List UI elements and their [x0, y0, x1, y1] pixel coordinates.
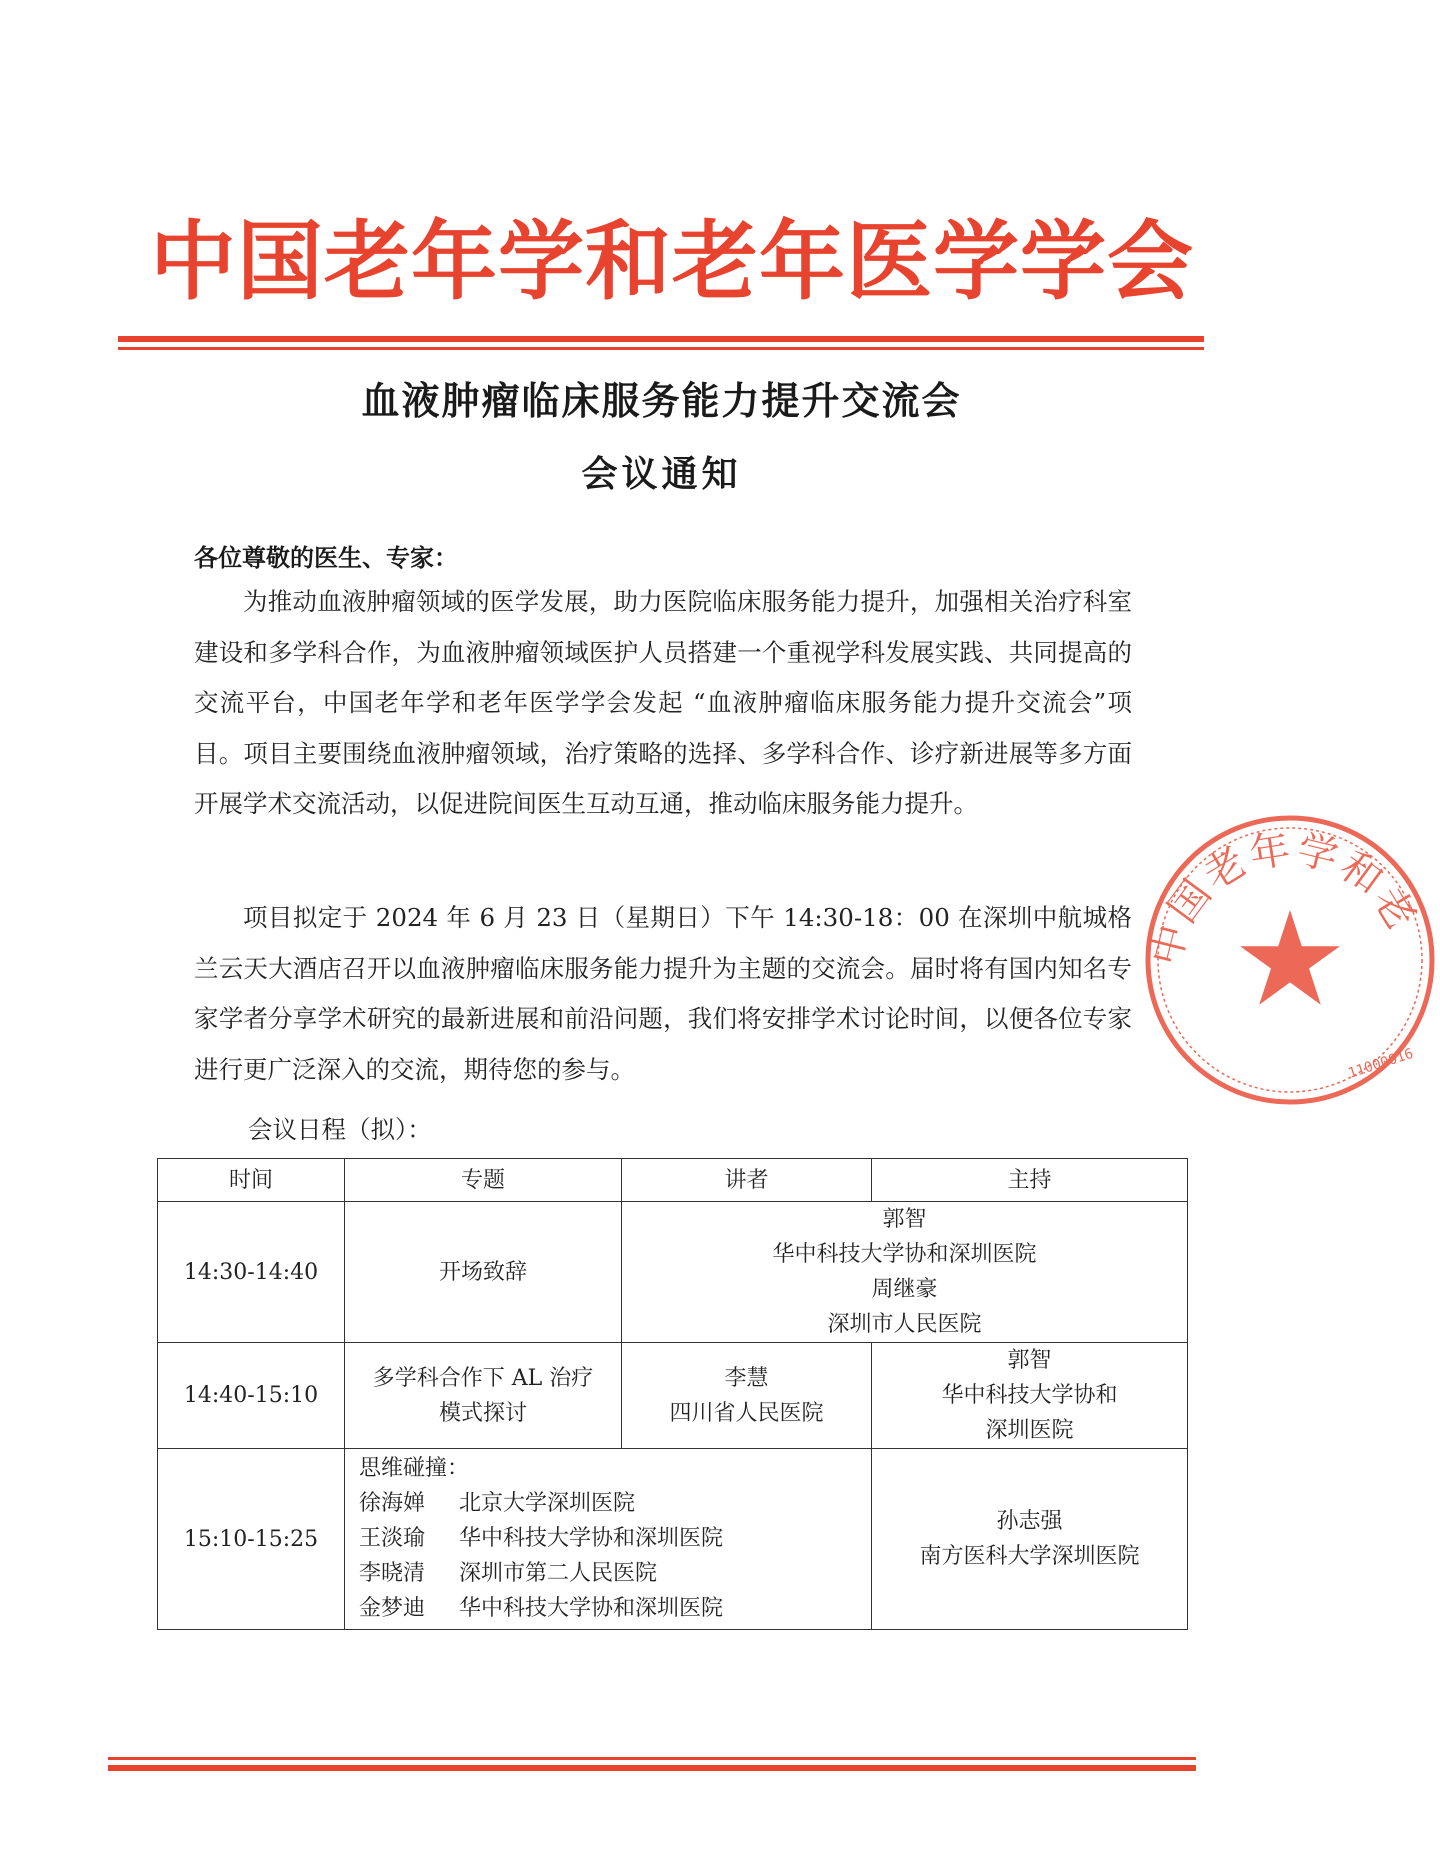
speaker-host-cell — [622, 1202, 1188, 1343]
panelist-name: 徐海婵 — [359, 1491, 426, 1516]
topic-line: 多学科合作下 AL 治疗 — [372, 1365, 594, 1391]
panelist-name: 王淡瑜 — [359, 1526, 426, 1551]
host-name: 郭智 — [882, 1207, 927, 1232]
host-hospital: 深圳市人民医院 — [827, 1312, 982, 1337]
host-hospital: 华中科技大学协和 — [941, 1383, 1118, 1408]
panelist-hospital: 北京大学深圳医院 — [459, 1491, 636, 1516]
notice-title: 血液肿瘤临床服务能力提升交流会 — [361, 379, 962, 423]
table-row — [158, 1449, 1188, 1630]
host-cell — [872, 1343, 1188, 1449]
host-hospital: 南方医科大学深圳医院 — [919, 1544, 1140, 1569]
host-cell — [872, 1449, 1188, 1630]
panelist-row — [359, 1521, 857, 1556]
time-cell: 14:40-15:10 — [158, 1343, 345, 1449]
seal-serial: 11000016 — [1346, 1045, 1416, 1082]
header-time: 时间 — [158, 1159, 345, 1202]
header-rule-thin — [118, 347, 1204, 350]
time-cell: 14:30-14:40 — [158, 1202, 345, 1343]
official-seal — [1140, 810, 1440, 1110]
topic-cell — [345, 1343, 622, 1449]
speaker-hospital: 四川省人民医院 — [669, 1400, 824, 1426]
host-hospital: 深圳医院 — [985, 1418, 1074, 1443]
header-topic: 专题 — [345, 1159, 622, 1202]
host-name: 孙志强 — [996, 1509, 1063, 1534]
org-letterhead: 中国老年学和老年医学学会 — [150, 212, 1194, 312]
host-name: 周继豪 — [871, 1277, 938, 1302]
host-name: 郭智 — [1007, 1348, 1052, 1373]
header-host: 主持 — [872, 1159, 1188, 1202]
speaker-name: 李慧 — [724, 1365, 769, 1391]
topic-cell: 开场致辞 — [345, 1202, 622, 1343]
discussion-cell — [345, 1449, 872, 1630]
schedule-paragraph: 项目拟定于 2024 年 6 月 23 日（星期日）下午 14:30-18：00 在深圳中航城格兰云天大酒店召开以血液肿瘤临床服务能力提升为主题的交流会。届时将有国内知名专家学者分享学术研究的最新进展和前沿问题，我们将安排学术讨论时间，以便各位专家进行更广泛深入的交流，期待您的参与。 — [194, 903, 1132, 1084]
intro-paragraph: 为推动血液肿瘤领域的医学发展，助力医院临床服务能力提升，加强相关治疗科室建设和多学科合作，为血液肿瘤领域医护人员搭建一个重视学科发展实践、共同提高的交流平台，中国老年学和老年医学学会发起 “血液肿瘤临床服务能力提升交流会”项目。项目主要围绕血液肿瘤领域，治疗策略的选择、多学科合作、诊疗新进展等多方面开展学术交流活动，以促进院间医生互动互通，推动临床服务能力提升。 — [194, 587, 1132, 818]
topic-line: 模式探讨 — [438, 1400, 527, 1426]
schedule-table — [157, 1158, 1188, 1630]
panelist-row — [359, 1556, 857, 1591]
salutation: 各位尊敬的医生、专家： — [194, 544, 458, 572]
header-rule-thick — [118, 336, 1204, 342]
notice-subtitle: 会议通知 — [581, 454, 742, 495]
star-icon — [1240, 910, 1340, 1005]
panelist-row — [359, 1486, 857, 1521]
footer-rule-thick — [108, 1765, 1196, 1771]
discussion-title: 思维碰撞： — [359, 1456, 470, 1481]
table-row — [158, 1343, 1188, 1449]
panelist-row — [359, 1591, 857, 1626]
panelist-hospital: 华中科技大学协和深圳医院 — [459, 1596, 724, 1621]
time-cell: 15:10-15:25 — [158, 1449, 345, 1630]
panelist-name: 金梦迪 — [359, 1596, 426, 1621]
panelist-hospital: 华中科技大学协和深圳医院 — [459, 1526, 724, 1551]
table-row — [158, 1202, 1188, 1343]
panelist-hospital: 深圳市第二人民医院 — [459, 1561, 658, 1586]
header-speaker: 讲者 — [622, 1159, 872, 1202]
footer-rule-thin — [108, 1757, 1196, 1760]
host-hospital: 华中科技大学协和深圳医院 — [772, 1242, 1037, 1267]
speaker-cell — [622, 1343, 872, 1449]
schedule-label: 会议日程（拟）： — [248, 1115, 432, 1144]
panelist-name: 李晓清 — [359, 1561, 426, 1586]
table-header-row — [158, 1159, 1188, 1202]
seal-arc-text: 中国老年学和老 — [1143, 825, 1426, 971]
